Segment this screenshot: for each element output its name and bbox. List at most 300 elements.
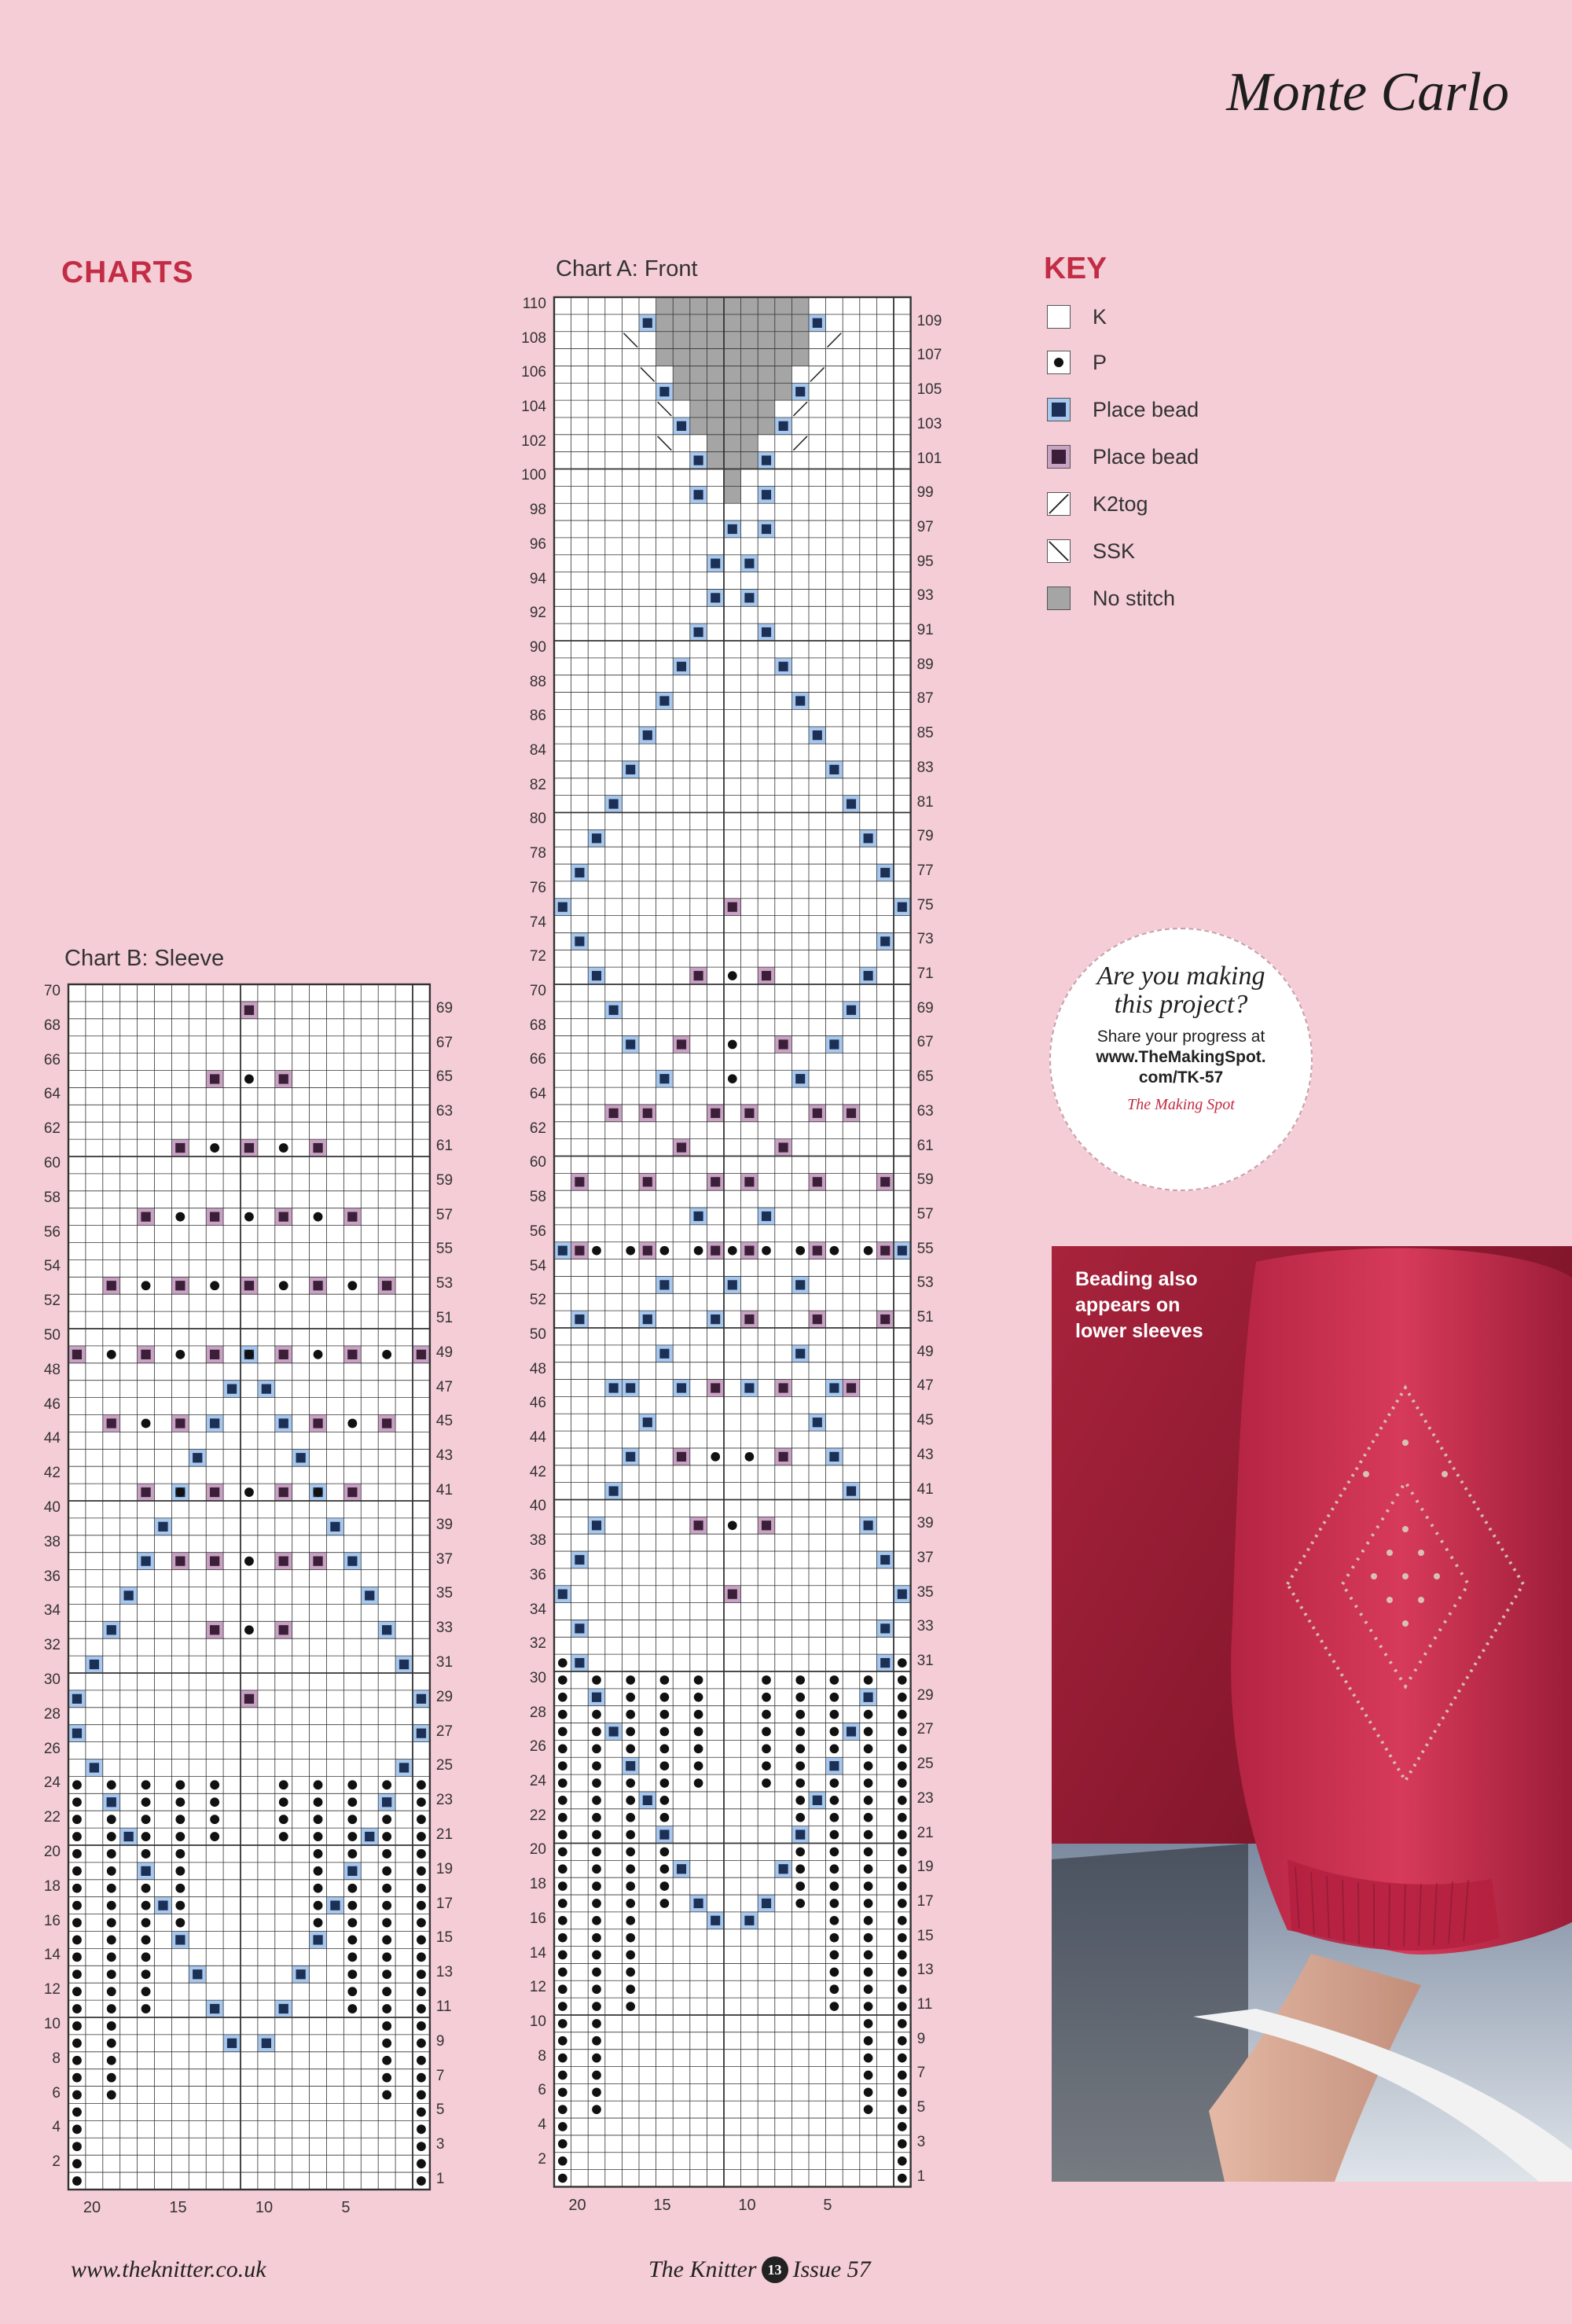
no-stitch-cell <box>707 332 724 349</box>
row-number: 110 <box>522 295 546 312</box>
purple-bead-mark <box>313 1418 322 1428</box>
column-number: 15 <box>653 2196 671 2214</box>
blank-icon <box>1047 305 1071 329</box>
purple-bead-mark <box>847 1383 856 1392</box>
no-stitch-cell <box>741 400 758 417</box>
blue-bead-mark <box>262 1384 271 1394</box>
row-number: 88 <box>529 673 546 690</box>
row-number: 103 <box>916 415 942 432</box>
no-stitch-cell <box>656 349 674 366</box>
purple-bead-mark <box>677 1039 686 1049</box>
purl-dot <box>898 1933 907 1943</box>
purple-bead-mark <box>313 1143 322 1153</box>
blue-bead-mark <box>744 559 754 568</box>
chart-b-svg <box>67 983 432 2191</box>
purl-dot <box>592 1916 601 1925</box>
row-number: 2 <box>538 2150 546 2168</box>
row-number: 65 <box>435 1068 454 1086</box>
purl-dot <box>626 1933 635 1943</box>
purl-dot <box>558 1693 567 1702</box>
purl-dot <box>898 1881 907 1891</box>
purple-bead-mark <box>210 1625 219 1635</box>
purl-dot <box>382 1866 391 1876</box>
row-number: 87 <box>916 690 934 708</box>
purl-dot <box>72 1866 82 1876</box>
row-number: 35 <box>916 1583 934 1601</box>
purl-dot <box>417 2176 426 2186</box>
blue-bead-mark <box>107 1797 116 1807</box>
row-number: 58 <box>529 1189 546 1206</box>
purple-bead-mark <box>575 1177 584 1186</box>
no-stitch-cell <box>758 417 775 435</box>
purl-dot <box>141 1849 151 1859</box>
purl-dot <box>898 1864 907 1874</box>
no-stitch-cell <box>775 383 792 400</box>
purl-dot <box>898 1951 907 1960</box>
row-number: 4 <box>52 2119 61 2136</box>
purple-bead-mark <box>762 971 771 980</box>
chart-a-grid <box>553 296 913 2189</box>
purl-dot <box>830 2002 839 2011</box>
promo-brand-logo: The Making Spot <box>1127 1096 1235 1113</box>
purl-dot <box>558 2071 567 2080</box>
purl-dot <box>347 1918 357 1928</box>
row-number: 75 <box>916 896 934 914</box>
purple-bead-mark <box>813 1109 822 1118</box>
row-number: 54 <box>529 1257 546 1274</box>
purl-dot <box>626 1246 635 1256</box>
blue-bead-mark <box>558 903 567 912</box>
blue-bead-mark <box>694 627 703 637</box>
row-number: 67 <box>435 1034 454 1051</box>
row-number: 25 <box>435 1757 454 1774</box>
purl-dot <box>279 1832 288 1841</box>
row-number: 82 <box>529 776 546 793</box>
column-number: 20 <box>568 2196 586 2214</box>
key-item-k2tog <box>1047 491 1148 517</box>
purl-dot <box>72 2073 82 2083</box>
blue-bead-mark <box>762 524 771 534</box>
blue-bead-mark <box>829 765 839 774</box>
purl-dot <box>626 1813 635 1822</box>
row-number: 32 <box>43 1637 61 1654</box>
no-stitch-cell <box>673 314 690 332</box>
no-stitch-cell <box>775 349 792 366</box>
blue-bead-mark <box>694 490 703 499</box>
row-number: 60 <box>43 1154 61 1171</box>
row-number: 96 <box>529 535 546 553</box>
purl-dot <box>417 2021 426 2031</box>
purl-dot <box>592 2036 601 2046</box>
purl-dot <box>72 1918 82 1928</box>
row-number: 15 <box>916 1927 934 1944</box>
row-number: 97 <box>916 518 934 535</box>
purple-bead-mark <box>141 1212 150 1222</box>
purl-dot <box>830 1744 839 1753</box>
row-number: 72 <box>529 948 546 965</box>
purl-dot <box>347 1936 357 1945</box>
row-number: 53 <box>435 1275 454 1293</box>
row-number: 94 <box>529 570 546 587</box>
purl-dot <box>898 2054 907 2063</box>
page-number-badge: 13 <box>762 2256 788 2283</box>
purl-dot <box>745 1452 755 1462</box>
row-number: 84 <box>529 742 546 759</box>
purl-dot <box>107 2056 116 2065</box>
no-stitch-cell <box>673 366 690 383</box>
purl-dot <box>898 1813 907 1822</box>
column-number: 5 <box>823 2196 832 2214</box>
blue-bead-mark <box>762 1212 771 1221</box>
row-number: 1 <box>916 2168 926 2185</box>
purl-dot <box>728 971 737 980</box>
purl-dot <box>141 1936 151 1945</box>
purl-dot <box>762 1744 771 1753</box>
row-number: 63 <box>916 1102 934 1120</box>
blue-bead-mark <box>609 1383 619 1392</box>
purl-dot <box>558 2054 567 2063</box>
chart-a-svg <box>553 296 913 2189</box>
purl-dot <box>660 1693 670 1702</box>
row-number: 33 <box>435 1620 454 1637</box>
purl-dot <box>417 1849 426 1859</box>
purl-dot <box>795 1710 805 1719</box>
no-stitch-cell <box>673 349 690 366</box>
row-number: 77 <box>916 862 934 879</box>
purl-dot <box>898 2002 907 2011</box>
purl-dot <box>72 1884 82 1893</box>
purl-dot <box>72 1797 82 1807</box>
row-number: 43 <box>916 1446 934 1463</box>
purl-dot <box>72 2142 82 2151</box>
purl-dot <box>660 1899 670 1908</box>
blue-bead-mark <box>744 1916 754 1925</box>
row-number: 19 <box>916 1859 934 1876</box>
row-number: 40 <box>529 1498 546 1515</box>
row-number: 66 <box>43 1051 61 1068</box>
purl-dot <box>660 1881 670 1891</box>
no-stitch-cell <box>792 332 809 349</box>
key-label: K <box>1093 304 1107 329</box>
purl-dot <box>864 1744 873 1753</box>
purple-bead-mark <box>279 1212 288 1222</box>
key-label: SSK <box>1093 539 1136 563</box>
purple-bead-mark <box>210 1074 219 1083</box>
purl-dot <box>107 1987 116 1996</box>
blue-bead-mark <box>880 1555 890 1565</box>
no-stitch-cell <box>707 349 724 366</box>
purl-dot <box>898 1968 907 1977</box>
no-stitch-icon <box>1047 587 1071 610</box>
purl-dot <box>898 2139 907 2149</box>
row-number: 92 <box>529 605 546 622</box>
row-number: 13 <box>435 1964 454 1981</box>
no-stitch-cell <box>707 383 724 400</box>
no-stitch-cell <box>690 349 707 366</box>
purl-dot <box>244 1350 254 1359</box>
no-stitch-cell <box>690 332 707 349</box>
purl-dot <box>864 1675 873 1685</box>
blue-bead-mark <box>399 1763 409 1772</box>
row-number: 3 <box>916 2133 926 2150</box>
blue-bead-mark <box>643 318 652 328</box>
no-stitch-cell <box>724 486 741 503</box>
purl-dot <box>795 1899 805 1908</box>
promo-url-line1[interactable]: www.TheMakingSpot. <box>1096 1048 1266 1066</box>
blue-bead-mark <box>575 868 584 877</box>
purl-dot <box>72 2021 82 2031</box>
row-number: 20 <box>43 1843 61 1860</box>
purl-dot <box>558 1727 567 1737</box>
purl-dot <box>864 1778 873 1788</box>
purl-dot <box>107 1350 116 1359</box>
blue-bead-mark <box>694 455 703 465</box>
purl-dot <box>314 1487 323 1497</box>
purl-dot <box>592 2002 601 2011</box>
key-label: Place bead <box>1093 397 1199 421</box>
purl-dot <box>762 1675 771 1685</box>
purple-bead-mark <box>244 1006 254 1015</box>
key-item-purl <box>1047 349 1107 376</box>
purple-bead-mark <box>744 1246 754 1256</box>
row-number: 67 <box>916 1034 934 1051</box>
blue-bead-mark <box>847 1006 856 1015</box>
footer-issue: Issue 57 <box>792 2256 871 2282</box>
no-stitch-cell <box>707 297 724 314</box>
row-number: 66 <box>529 1051 546 1068</box>
purl-dot <box>864 1881 873 1891</box>
row-number: 14 <box>529 1944 546 1962</box>
purl-dot <box>660 1778 670 1788</box>
purl-dot <box>314 1797 323 1807</box>
purl-dot <box>898 2071 907 2080</box>
row-number: 21 <box>916 1824 934 1841</box>
no-stitch-cell <box>792 314 809 332</box>
blue-bead-mark <box>609 1006 619 1015</box>
no-stitch-cell <box>758 349 775 366</box>
purl-dot <box>592 1968 601 1977</box>
purple-bead-mark <box>107 1418 116 1428</box>
row-number: 9 <box>435 2032 445 2050</box>
purl-dot <box>210 1797 219 1807</box>
purple-bead-mark <box>880 1315 890 1324</box>
blue-bead-mark <box>659 1280 669 1289</box>
purl-dot <box>795 1778 805 1788</box>
purl-dot <box>762 1727 771 1737</box>
row-number: 51 <box>916 1309 934 1326</box>
blue-bead-mark <box>795 696 805 705</box>
purl-dot <box>898 1658 907 1668</box>
blue-bead-mark <box>728 524 737 534</box>
row-number: 29 <box>435 1688 454 1705</box>
blue-bead-mark <box>779 662 788 671</box>
purl-dot <box>107 1952 116 1962</box>
purl-dot <box>898 1675 907 1685</box>
blue-bead-mark <box>779 421 788 431</box>
blue-bead-mark <box>659 1829 669 1839</box>
purple-bead-mark <box>347 1212 357 1222</box>
purl-dot <box>864 1813 873 1822</box>
sleeve-photo-image <box>1052 1246 1572 2182</box>
blue-bead-mark <box>347 1866 357 1876</box>
purl-dot <box>417 2124 426 2134</box>
purl-dot <box>175 1901 185 1910</box>
promo-url-line2[interactable]: com/TK-57 <box>1138 1068 1224 1087</box>
row-number: 31 <box>435 1654 454 1671</box>
blue-bead-mark <box>744 593 754 602</box>
blue-bead-mark <box>558 1590 567 1599</box>
row-number: 104 <box>521 399 546 416</box>
purl-dot <box>107 1866 116 1876</box>
blue-bead-mark <box>677 1383 686 1392</box>
no-stitch-cell <box>690 383 707 400</box>
blue-bead-mark <box>210 2004 219 2013</box>
row-number: 68 <box>529 1017 546 1034</box>
no-stitch-cell <box>656 314 674 332</box>
blue-bead-mark <box>158 1522 167 1532</box>
purl-dot <box>592 1899 601 1908</box>
row-number: 83 <box>916 759 934 776</box>
blue-bead-mark <box>711 559 720 568</box>
purl-dot <box>107 2021 116 2031</box>
page-title: Monte Carlo <box>1226 62 1509 123</box>
purl-dot <box>558 1916 567 1925</box>
blue-bead-mark <box>90 1660 99 1669</box>
footer-url[interactable]: www.theknitter.co.uk <box>71 2256 266 2282</box>
no-stitch-cell <box>741 435 758 452</box>
purl-dot <box>141 1832 151 1841</box>
purl-dot <box>762 1693 771 1702</box>
purl-dot <box>382 1884 391 1893</box>
purl-dot <box>72 2124 82 2134</box>
purl-dot <box>830 1693 839 1702</box>
purl-dot <box>107 1901 116 1910</box>
purple-bead-mark <box>880 1177 890 1186</box>
row-number: 34 <box>529 1601 546 1618</box>
row-number: 5 <box>435 2102 445 2119</box>
purple-bead-mark <box>813 1246 822 1256</box>
purl-dot <box>898 2036 907 2046</box>
row-number: 29 <box>916 1686 934 1704</box>
row-number: 31 <box>916 1653 934 1670</box>
purl-dot <box>417 2073 426 2083</box>
purl-dot <box>898 1796 907 1805</box>
purl-dot <box>830 1899 839 1908</box>
purl-dot <box>72 1969 82 1979</box>
sleeve-photo <box>1052 1246 1572 2182</box>
blue-bead-mark <box>864 1521 873 1530</box>
purl-dot <box>210 1832 219 1841</box>
purple-bead-mark <box>744 1315 754 1324</box>
purl-dot <box>417 2142 426 2151</box>
purl-dot <box>417 2159 426 2168</box>
blue-bead-mark <box>330 1901 340 1910</box>
row-number: 61 <box>916 1137 934 1154</box>
purl-dot <box>660 1710 670 1719</box>
purl-dot <box>107 2090 116 2100</box>
row-number: 100 <box>521 467 546 484</box>
no-stitch-cell <box>707 435 724 452</box>
purl-dot <box>141 1901 151 1910</box>
blue-bead-mark <box>643 1315 652 1324</box>
blue-bead-mark <box>90 1763 99 1772</box>
purple-bead-mark <box>711 1383 720 1392</box>
purl-dot <box>347 2004 357 2013</box>
k2tog-icon <box>1047 492 1071 516</box>
purl-dot <box>72 2004 82 2013</box>
row-number: 38 <box>43 1533 61 1550</box>
purl-dot <box>660 1796 670 1805</box>
row-number: 19 <box>435 1860 454 1877</box>
purl-dot <box>830 1830 839 1840</box>
purl-dot <box>626 1693 635 1702</box>
purl-dot <box>175 1884 185 1893</box>
row-number: 11 <box>916 1996 933 2013</box>
purl-dot <box>898 1778 907 1788</box>
row-number: 95 <box>916 553 934 570</box>
purl-dot <box>864 1916 873 1925</box>
row-number: 35 <box>435 1585 454 1602</box>
purple-bead-mark <box>711 1177 720 1186</box>
row-number: 39 <box>435 1516 454 1533</box>
blue-bead-mark <box>296 1453 306 1462</box>
purl-dot <box>417 1987 426 1996</box>
purl-dot <box>795 1675 805 1685</box>
purl-dot <box>626 1984 635 1994</box>
purl-dot <box>558 1984 567 1994</box>
no-stitch-cell <box>673 332 690 349</box>
purl-dot <box>830 1968 839 1977</box>
no-stitch-cell <box>724 469 741 487</box>
row-number: 21 <box>435 1826 454 1844</box>
purl-dot <box>417 2108 426 2117</box>
purl-dot <box>694 1675 703 1685</box>
purl-dot <box>626 1881 635 1891</box>
purl-dot <box>314 1918 323 1928</box>
purl-dot <box>417 2004 426 2013</box>
purl-dot <box>107 2039 116 2048</box>
purple-bead-mark <box>609 1109 619 1118</box>
row-number: 55 <box>435 1241 454 1258</box>
blue-bead-mark <box>158 1901 167 1910</box>
purple-bead-mark <box>762 1521 771 1530</box>
row-number: 24 <box>43 1774 61 1792</box>
key-label: P <box>1093 350 1107 374</box>
key-label: Place bead <box>1093 444 1199 469</box>
purl-dot <box>795 1864 805 1874</box>
row-number: 3 <box>435 2136 445 2153</box>
purl-dot <box>830 1951 839 1960</box>
purple-bead-mark <box>279 1625 288 1635</box>
row-number: 1 <box>435 2171 445 2188</box>
purl-dot <box>898 1984 907 1994</box>
purl-dot <box>795 1813 805 1822</box>
row-number: 52 <box>43 1293 61 1310</box>
purl-dot <box>72 1952 82 1962</box>
blue-bead-mark <box>659 1074 669 1083</box>
purple-bead-mark <box>744 1109 754 1118</box>
no-stitch-cell <box>673 297 690 314</box>
no-stitch-cell <box>724 349 741 366</box>
purple-bead-mark <box>244 1694 254 1704</box>
purl-dot <box>175 1797 185 1807</box>
purl-dot <box>795 1693 805 1702</box>
purl-dot <box>382 1918 391 1928</box>
purl-dot <box>244 1625 254 1635</box>
blue-bead-mark <box>795 1829 805 1839</box>
blue-bead-mark <box>643 1796 652 1805</box>
no-stitch-cell <box>741 417 758 435</box>
